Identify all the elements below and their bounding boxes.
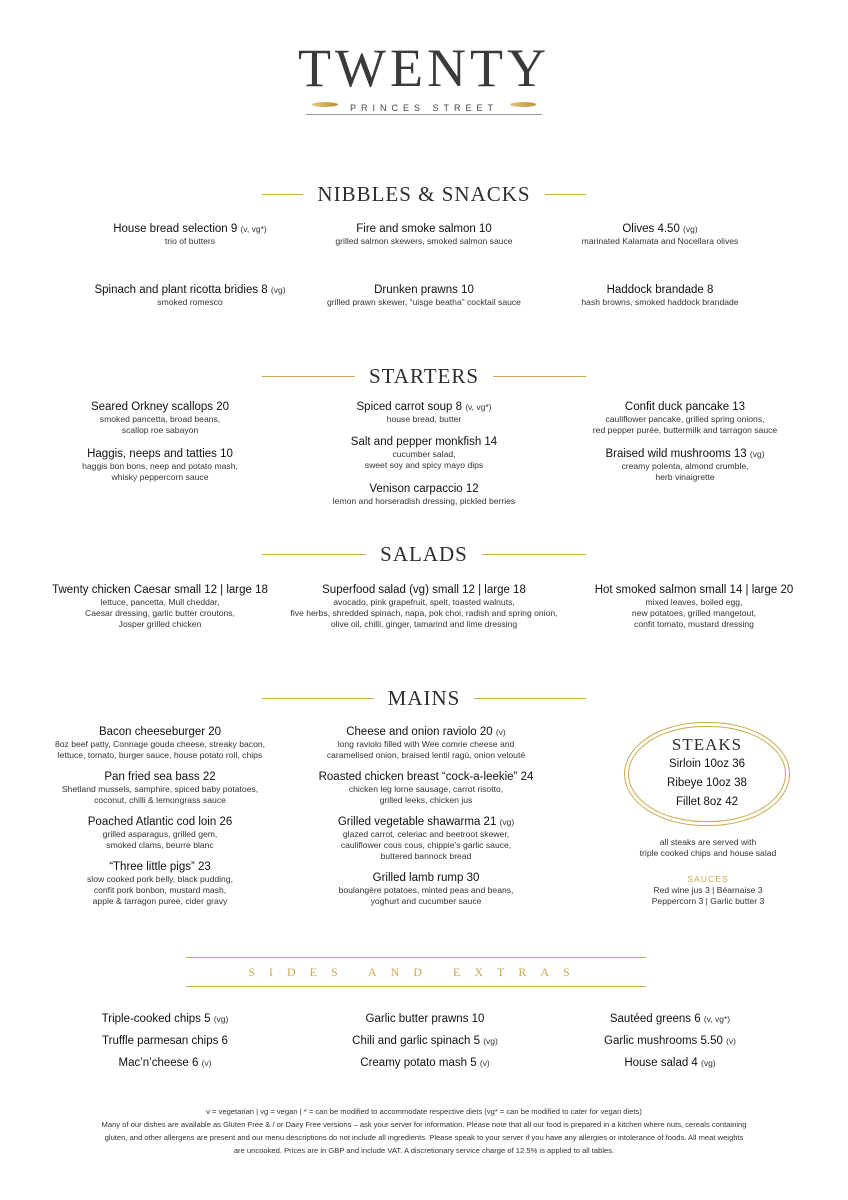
footer-note: are uncooked. Prices are in GBP and include VAT. A discretionary service charge of 12.5% is applied to all tables. [233, 1146, 615, 1155]
section-heading-salads: SALADS [262, 542, 586, 566]
menu-item: Seared Orkney scallops 20 smoked pancetta, broad beans, scallop roe sabayon [90, 401, 230, 435]
menu-item: Grilled vegetable shawarma 21 (vg) glazed carrot, celeriac and beetroot skewer, cauliflower cous cous, chippie’s garlic sauce, buttered bannock bread [337, 816, 515, 861]
menu-item: Drunken prawns 10 grilled prawn skewer, “uisge beatha” cocktail sauce [327, 284, 521, 307]
menu-item: Spiced carrot soup 8 (v, vg*) house bread, butter [356, 401, 492, 424]
menu-item: Bacon cheeseburger 20 8oz beef patty, Connage gouda cheese, streaky bacon, lettuce, tomato, burger sauce, house potato roll, chips [54, 726, 266, 760]
menu-item: Pan fried sea bass 22 Shetland mussels, samphire, spiced baby potatoes, coconut, chilli & lemongrass sauce [61, 771, 259, 805]
sauces-title: SAUCES [687, 874, 729, 884]
menu-item: Twenty chicken Caesar small 12 | large 18 lettuce, pancetta, Mull cheddar, Caesar dressing, garlic butter croutons, Josper grilled chicken [52, 584, 268, 629]
menu-item: Hot smoked salmon small 14 | large 20 mixed leaves, boiled egg, new potatoes, grilled mangetout, confit tomato, mustard dressing [594, 584, 794, 629]
side-item: House salad 4 (vg) [624, 1057, 716, 1069]
side-item: Truffle parmesan chips 6 [102, 1035, 228, 1047]
menu-item: Haggis, neeps and tatties 10 haggis bon bons, neep and potato mash, whisky peppercorn sauce [82, 448, 238, 482]
logo [0, 38, 848, 115]
menu-item: Grilled lamb rump 30 boulangère potatoes, minted peas and beans, yoghurt and cucumber sauce [338, 872, 514, 906]
steak-item: Fillet 8oz 42 [675, 796, 738, 808]
menu-item: Braised wild mushrooms 13 (vg) creamy polenta, almond crumble, herb vinaigrette [605, 448, 765, 482]
footer-note: Many of our dishes are available as Gluten Free & / or Dairy Free versions – ask your server for information. Please note that all our food is prepared in a kitchen where nuts, cereals containing [101, 1120, 747, 1129]
menu-item: Superfood salad (vg) small 12 | large 18 avocado, pink grapefruit, spelt, toasted walnuts, five herbs, shredded spinach, napa, pok choi, radish and spring onion, olive oil, chilli, ginger, tamarind and lime dressing [290, 584, 558, 629]
side-item: Garlic mushrooms 5.50 (v) [604, 1035, 736, 1047]
section-heading-mains: MAINS [262, 686, 586, 710]
sauces-list: Red wine jus 3 | Béarnaise 3 Peppercorn 3 | Garlic butter 3 [651, 885, 765, 906]
menu-item: Confit duck pancake 13 cauliflower pancake, grilled spring onions, red pepper purée, buttermilk and tarragon sauce [592, 401, 778, 435]
steaks-note: all steaks are served with triple cooked chips and house salad [639, 837, 777, 858]
menu-item: Salt and pepper monkfish 14 cucumber salad, sweet soy and spicy mayo dips [350, 436, 498, 470]
logo-subtitle-bar [306, 98, 542, 112]
feather-icon [510, 102, 536, 107]
side-item: Triple-cooked chips 5 (vg) [101, 1013, 229, 1025]
menu-item: Haddock brandade 8 hash browns, smoked haddock brandade [581, 284, 739, 307]
side-item: Creamy potato mash 5 (v) [360, 1057, 490, 1069]
footer-note: gluten, and other allergens are present and our menu descriptions do not include all ingredients. Please speak to your server if you have any allergies or intolerance of foods. All meat weights [104, 1133, 744, 1142]
menu-item: “Three little pigs” 23 slow cooked pork belly, black pudding, confit pork bonbon, mustard mash, apple & tarragon puree, cider gravy [86, 861, 234, 906]
section-heading-nibbles: NIBBLES & SNACKS [262, 182, 586, 206]
side-item: Mac’n’cheese 6 (v) [118, 1057, 212, 1069]
menu-item: Fire and smoke salmon 10 grilled salmon skewers, smoked salmon sauce [335, 223, 513, 246]
feather-icon [312, 102, 338, 107]
side-item: Chili and garlic spinach 5 (vg) [352, 1035, 498, 1047]
steaks-title: STEAKS [671, 735, 743, 754]
logo-title: TWENTY [298, 38, 550, 98]
steak-item: Sirloin 10oz 36 [668, 758, 746, 770]
menu-item: House bread selection 9 (v, vg*) trio of butters [113, 223, 267, 246]
menu-item: Spinach and plant ricotta bridies 8 (vg) smoked romesco [94, 284, 286, 307]
menu-item: Venison carpaccio 12 lemon and horseradish dressing, pickled berries [332, 483, 516, 506]
section-heading-sides: SIDES AND EXTRAS [186, 957, 646, 987]
logo-subtitle: PRINCES STREET [349, 103, 498, 113]
side-item: Garlic butter prawns 10 [365, 1013, 485, 1025]
menu-item: Olives 4.50 (vg) marinated Kalamata and Nocellara olives [581, 223, 739, 246]
footer-legend: v = vegetarian | vg = vegan | * = can be modified to accommodate respective diets (vg* = can be modified to cater for vegan diets) [206, 1107, 642, 1116]
section-heading-starters: STARTERS [262, 364, 586, 388]
steak-item: Ribeye 10oz 38 [667, 777, 747, 789]
menu-item: Cheese and onion raviolo 20 (v) long raviolo filled with Wee comrie cheese and caramelised onion, braised lentil ragú, onion velouté [326, 726, 526, 760]
side-item: Sautéed greens 6 (v, vg*) [609, 1013, 731, 1025]
menu-item: Poached Atlantic cod loin 26 grilled asparagus, grilled gem, smoked clams, beurre blanc [87, 816, 233, 850]
menu-item: Roasted chicken breast “cock-a-leekie” 24 chicken leg lorne sausage, carrot risotto, grilled leeks, chicken jus [318, 771, 534, 805]
